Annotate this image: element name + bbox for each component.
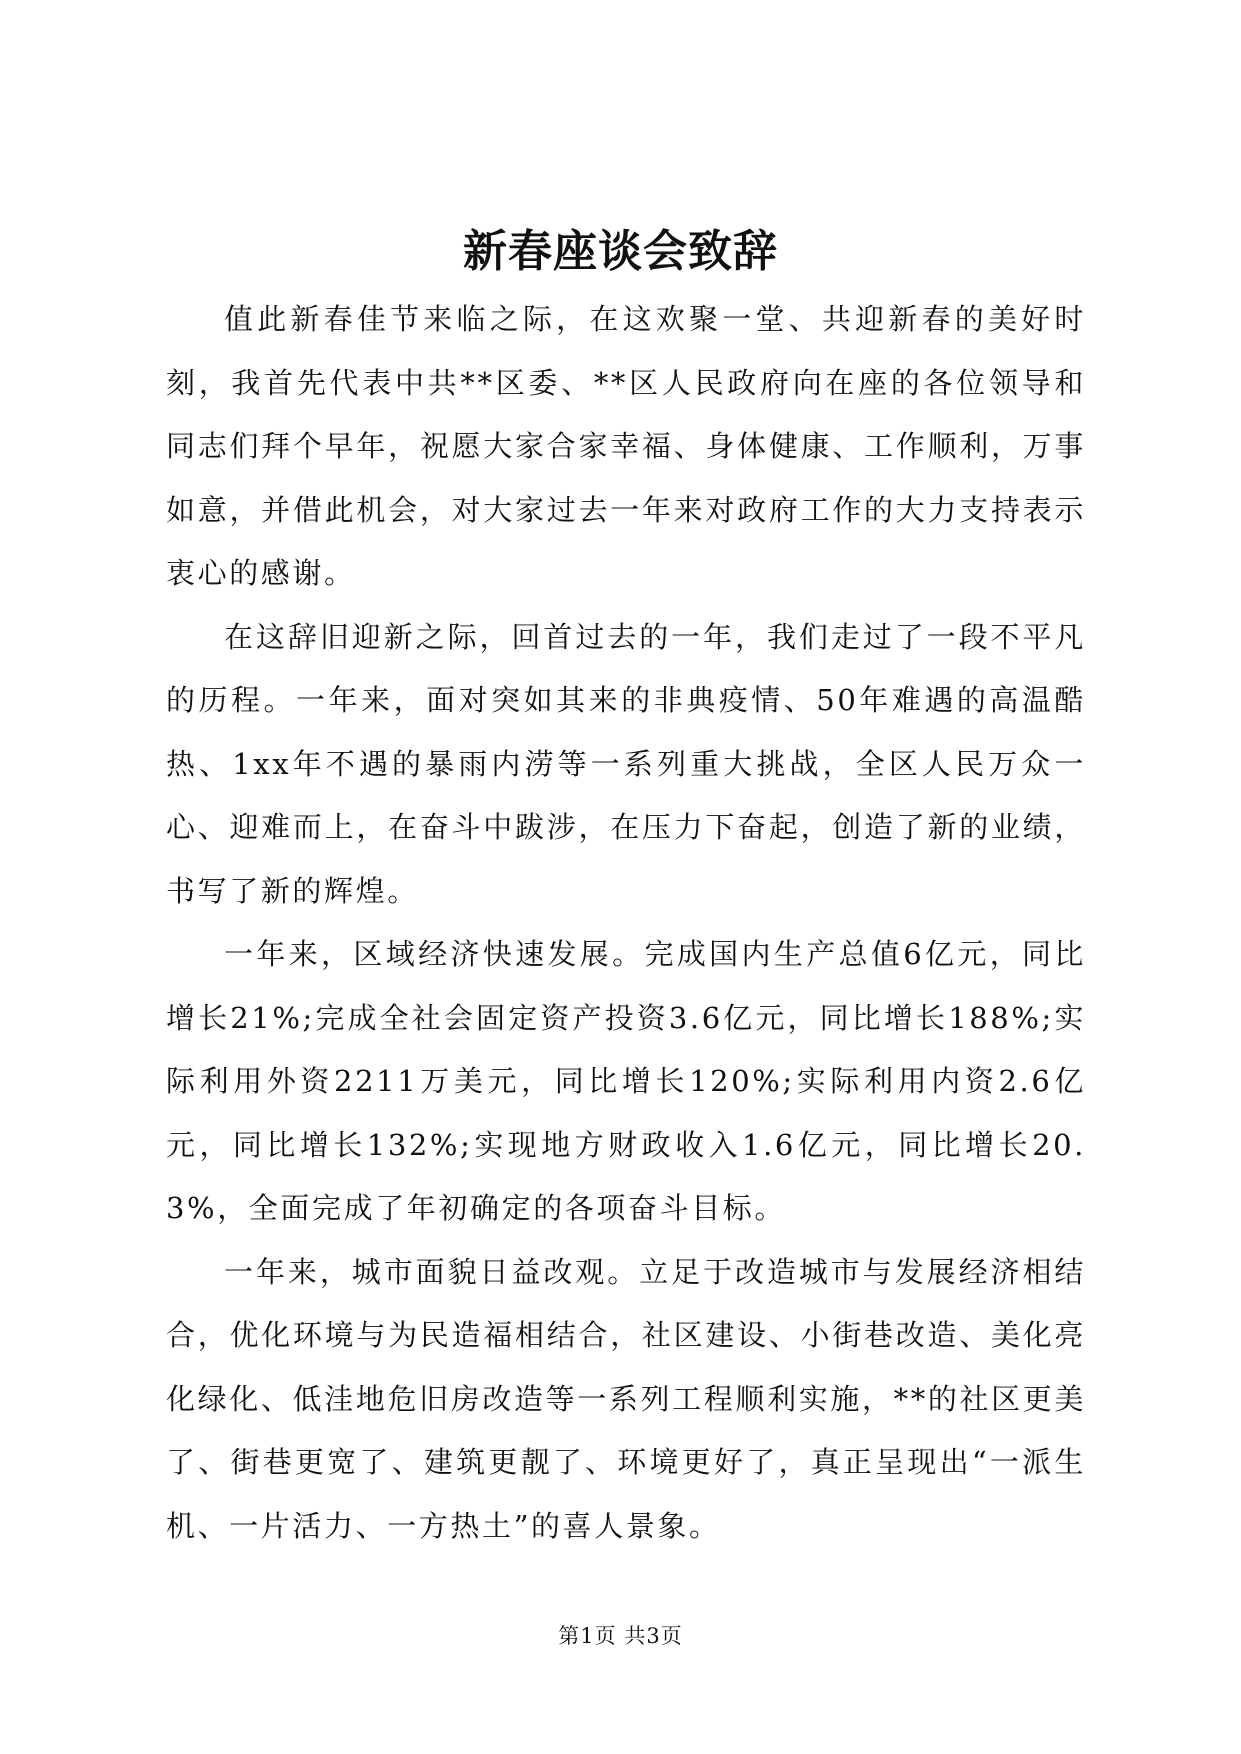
paragraph-greeting: 值此新春佳节来临之际，在这欢聚一堂、共迎新春的美好时刻，我首先代表中共**区委、**区人民政府向在座的各位领导和同志们拜个早年，祝愿大家合家幸福、身体健康、工作顺利，万事如意，并借此机会，对大家过去一年来对政府工作的大力支持表示衷心的感谢。 [166, 302, 1086, 590]
paragraph-economy: 一年来，区域经济快速发展。完成国内生产总值6亿元，同比增长21%;完成全社会固定资产投资3.6亿元，同比增长188%;实际利用外资2211万美元，同比增长120%;实际利用内资2.6亿元，同比增长132%;实现地方财政收入1.6亿元，同比增长20.3%，全面完成了年初确定的各项奋斗目标。 [166, 937, 1086, 1225]
document-title: 新春座谈会致辞 [463, 226, 778, 277]
page-number: 第1页 共3页 [558, 1624, 683, 1648]
paragraph-review: 在这辞旧迎新之际，回首过去的一年，我们走过了一段不平凡的历程。一年来，面对突如其来的非典疫情、50年难遇的高温酷热、1xx年不遇的暴雨内涝等一系列重大挑战，全区人民万众一心、迎难而上，在奋斗中跋涉，在压力下奋起，创造了新的业绩，书写了新的辉煌。 [166, 619, 1086, 908]
document-body [166, 288, 1086, 1558]
paragraph-city: 一年来，城市面貌日益改观。立足于改造城市与发展经济相结合，优化环境与为民造福相结合，社区建设、小街巷改造、美化亮化绿化、低洼地危旧房改造等一系列工程顺利实施，**的社区更美了、街巷更宽了、建筑更靓了、环境更好了，真正呈现出“一派生机、一片活力、一方热土”的喜人景象。 [166, 1254, 1086, 1543]
